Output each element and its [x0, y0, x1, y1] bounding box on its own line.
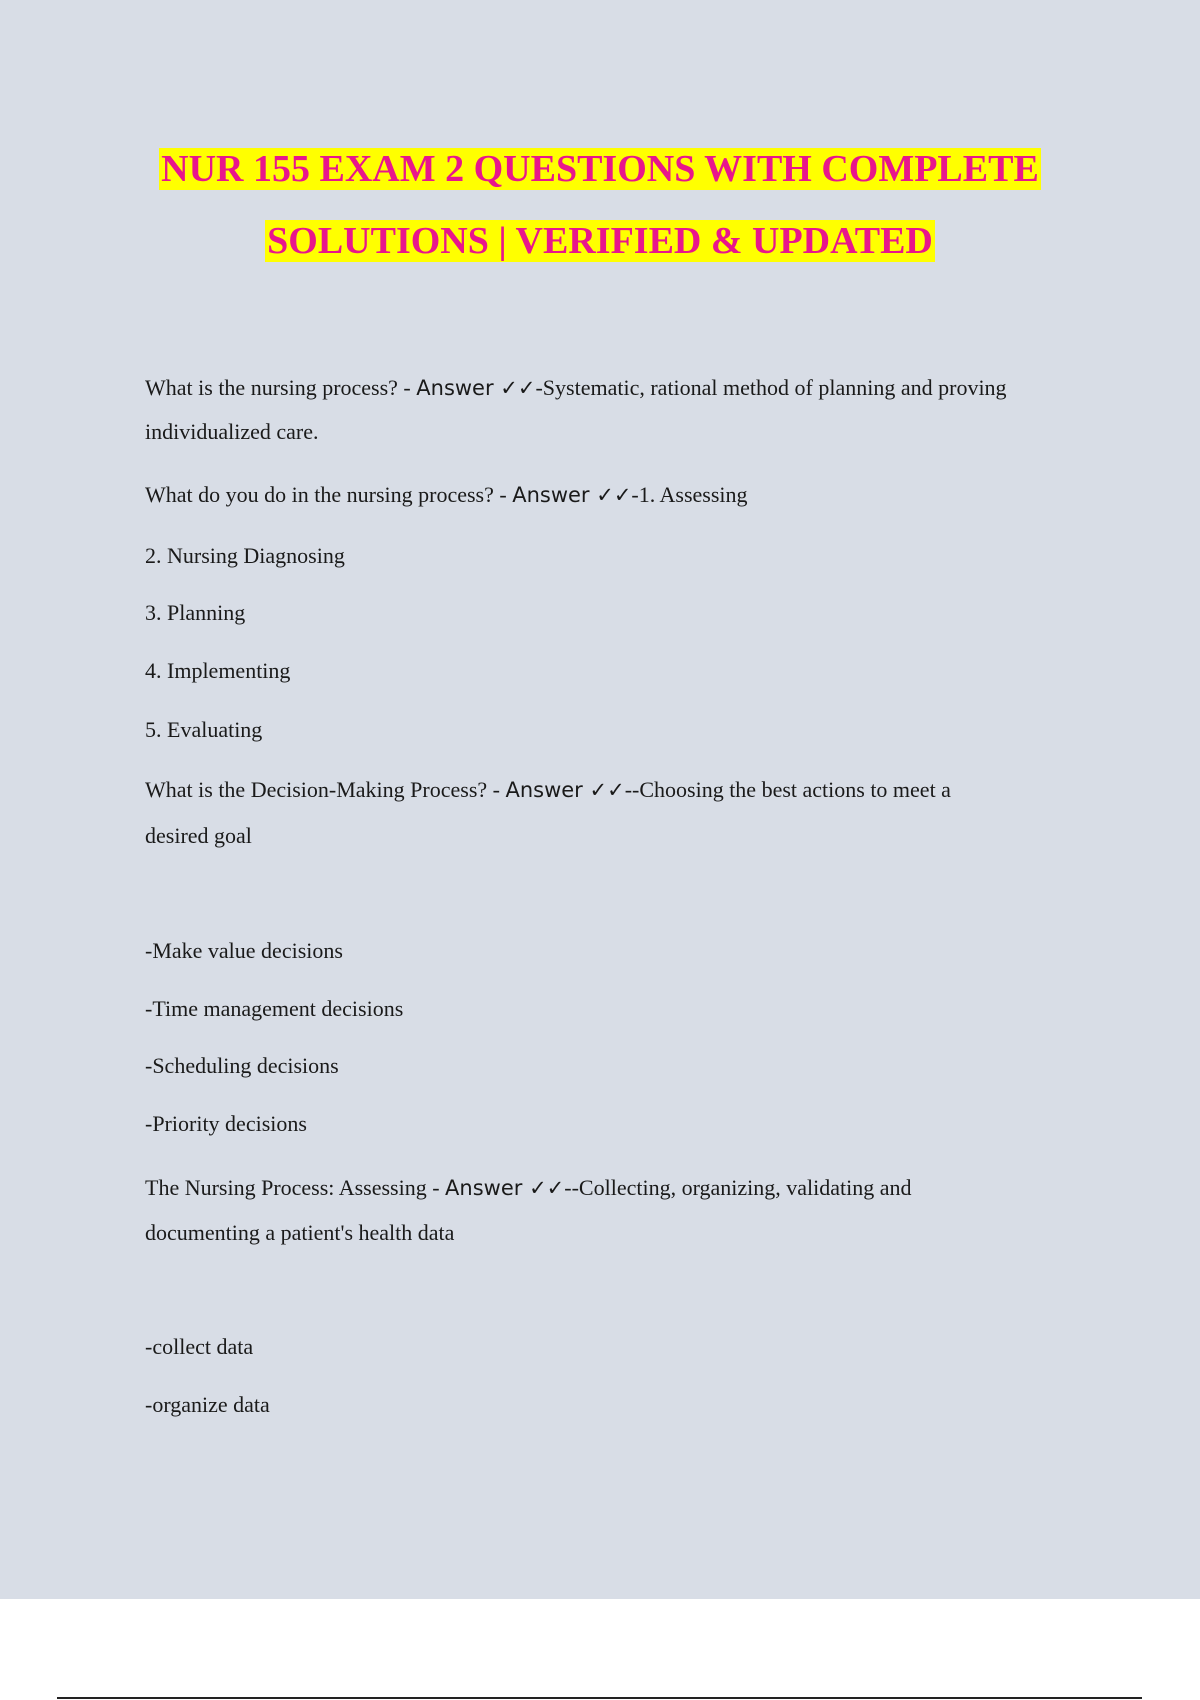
title-highlight-2: SOLUTIONS | VERIFIED & UPDATED — [267, 220, 933, 262]
text-line: -organize data — [145, 1392, 270, 1417]
qa-question-1: What is the nursing process? - Answer ✓✓-Systematic, rational method of planning and proving — [145, 375, 1007, 400]
text-line: -collect data — [145, 1334, 254, 1359]
qa-question-2: What do you do in the nursing process? - Answer ✓✓-1. Assessing — [145, 482, 748, 507]
answer-marker: Answer ✓✓ — [512, 483, 632, 507]
title-highlight-1: NUR 155 EXAM 2 QUESTIONS WITH COMPLETE — [161, 148, 1039, 190]
document-title-line-1 — [0, 146, 1200, 192]
text-line: -Scheduling decisions — [145, 1053, 339, 1078]
qa-question-3: What is the Decision-Making Process? - Answer ✓✓--Choosing the best actions to meet a — [145, 777, 951, 802]
answer-marker: Answer ✓✓ — [505, 778, 625, 802]
text-line: individualized care. — [145, 419, 319, 444]
text-line: -Make value decisions — [145, 938, 343, 963]
text-line: -Time management decisions — [145, 996, 404, 1021]
text-line: 3. Planning — [145, 600, 246, 625]
text-line: desired goal — [145, 823, 252, 848]
text-line: 4. Implementing — [145, 658, 291, 683]
answer-marker: Answer ✓✓ — [416, 376, 536, 400]
document-title-line-2 — [0, 218, 1200, 264]
text-line: 2. Nursing Diagnosing — [145, 543, 345, 568]
text-line: -Priority decisions — [145, 1111, 307, 1136]
qa-question-4: The Nursing Process: Assessing - Answer ✓✓--Collecting, organizing, validating and — [145, 1175, 912, 1200]
page-bottom-rule — [57, 1697, 1142, 1699]
text-line: 5. Evaluating — [145, 717, 263, 742]
answer-marker: Answer ✓✓ — [445, 1176, 565, 1200]
text-line: documenting a patient's health data — [145, 1220, 455, 1245]
